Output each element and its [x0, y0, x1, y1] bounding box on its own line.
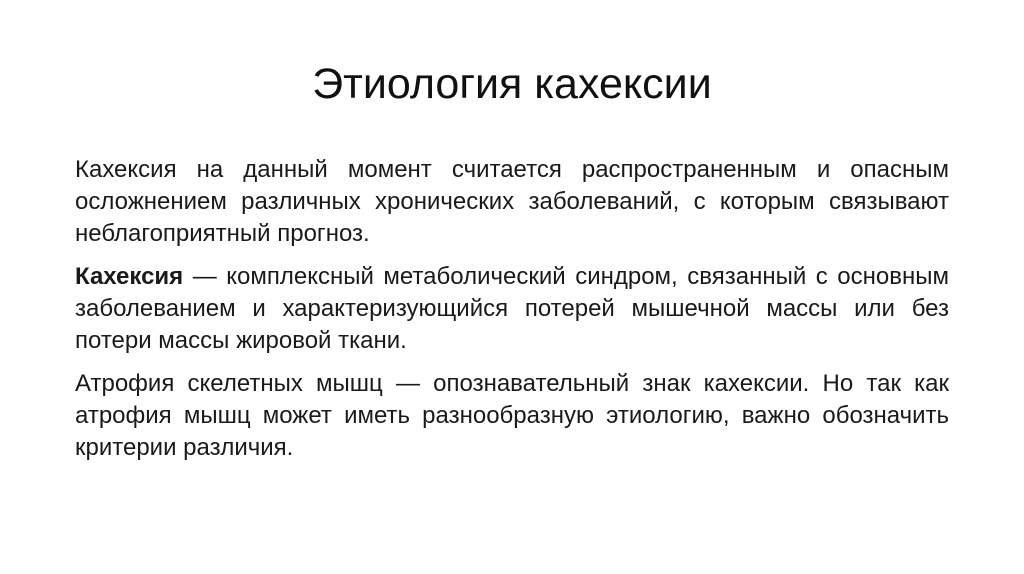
paragraph-2 [75, 261, 949, 357]
paragraph-3-text: Атрофия скелетных мышц — опознавательный знак кахексии. Но так как атрофия мышц может иметь разнообразную этиологию, важно обозначить критерии различия. [75, 370, 949, 461]
slide-body [75, 154, 949, 475]
paragraph-2-term: Кахексия [75, 263, 184, 290]
paragraph-3 [75, 368, 949, 464]
slide-title: Этиология кахексии [312, 60, 712, 108]
paragraph-1-text: Кахексия на данный момент считается распространенным и опасным осложнением различных хронических заболеваний, с которым связывают неблагоприятный прогноз. [75, 156, 949, 247]
paragraph-2-text: — комплексный метаболический синдром, связанный с основным заболеванием и характеризующийся потерей мышечной массы или без потери массы жировой ткани. [75, 263, 949, 354]
paragraph-1 [75, 154, 949, 250]
